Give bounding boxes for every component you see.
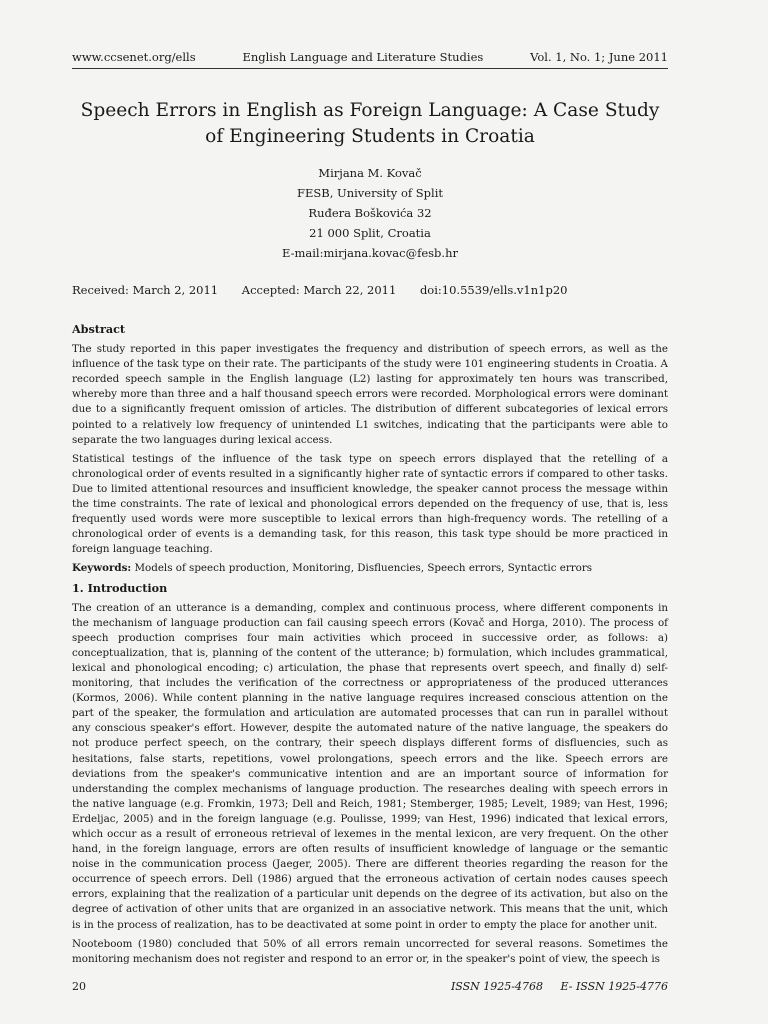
- journal-name: English Language and Literature Studies: [242, 50, 484, 64]
- issn: ISSN 1925-4768: [450, 980, 543, 993]
- author-city: 21 000 Split, Croatia: [309, 226, 431, 240]
- body-paragraph: The creation of an utterance is a demanding, complex and continuous process, where different components in the mechanism of language production can fail causing speech errors (Kovač and Horga, 2010). The process of speech production comprises four main activities which proceed in successive order, as follows: a) conceptualization, that is, planning of the content of the utterance; b) formulation, which includes grammatical, lexical and phonological encoding; c) articulation, the phase that represents overt speech, and finally d) self-monitoring, that includes the verification of the correctness or appropriateness of the produced utterances (Kormos, 2006). While content planning in the native language requires increased conscious attention on the part of the speaker, the formulation and articulation are automated processes that can run in parallel without any conscious speaker's effort. However, despite the automated nature of the native language, the speakers do not produce perfect speech, on the contrary, their speech displays different forms of disfluencies, such as hesitations, false starts, repetitions, vowel prolongations, speech errors and the like. Speech errors are deviations from the speaker's communicative intention and are an important source of information for understanding the complex mechanisms of language production. The researches dealing with speech errors in the native language (e.g. Fromkin, 1973; Dell and Reich, 1981; Stemberger, 1985; Levelt, 1989; van Hest, 1996; Erdeljac, 2005) and in the foreign language (e.g. Poulisse, 1999; van Hest, 1996) indicated that lexical errors, which occur as a result of erroneous retrieval of lexemes in the mental lexicon, are very frequent. On the other hand, in the foreign language, errors are often results of insufficient knowledge of language or the semantic noise in the communication process (Jaeger, 2005). There are different theories regarding the reason for the occurrence of speech errors. Dell (1986) argued that the erroneous activation of certain nodes causes speech errors, explaining that the realization of a particular unit depends on the degree of its activation, but also on the degree of activation of other units that are organized in an associative network. This means that the unit, which is in the process of realization, has to be deactivated at some point in order to empty the place for another unit.: [72, 601, 668, 931]
- page-number: 20: [72, 980, 86, 993]
- keywords-label: Keywords:: [72, 562, 132, 575]
- author-street: Ruđera Boškovića 32: [308, 206, 432, 220]
- keywords-text: Models of speech production, Monitoring, Disfluencies, Speech errors, Syntactic errors: [134, 562, 593, 575]
- received-date: Received: March 2, 2011: [72, 283, 219, 297]
- accepted-date: Accepted: March 22, 2011: [241, 283, 397, 297]
- paper-title: Speech Errors in English as Foreign Language: A Case Study of Engineering Students in Croatia: [80, 100, 660, 147]
- page-footer: [72, 980, 668, 993]
- paper-body: [72, 322, 668, 971]
- section-heading-introduction: 1. Introduction: [72, 580, 168, 595]
- running-header: [72, 50, 668, 69]
- abstract-paragraph: The study reported in this paper investigates the frequency and distribution of speech errors, as well as the influence of the task type on their rate. The participants of the study were 101 engineering students in Croatia. A recorded speech sample in the English language (L2) lasting for approximately ten hours was transcribed, whereby more than three and a half thousand speech errors were recorded. Morphological errors were dominant due to a significantly frequent omission of articles. The distribution of different subcategories of lexical errors pointed to a relatively low frequency of unintended L1 switches, indicating that the participants were able to separate the two languages during lexical access.: [72, 343, 668, 446]
- body-paragraph: Nooteboom (1980) concluded that 50% of all errors remain uncorrected for several reasons. Sometimes the monitoring mechanism does not register and respond to an error or, in the speaker's point of view, the speech is: [72, 937, 668, 965]
- doi[interactable]: doi:10.5539/ells.v1n1p20: [419, 283, 568, 297]
- author-email[interactable]: E-mail:mirjana.kovac@fesb.hr: [282, 246, 458, 260]
- keywords: [72, 561, 668, 576]
- author-block: [72, 163, 668, 263]
- abstract-heading: Abstract: [72, 322, 126, 336]
- publication-dates: [72, 283, 587, 297]
- author-affiliation: FESB, University of Split: [297, 186, 443, 200]
- abstract-paragraph: Statistical testings of the influence of the task type on speech errors displayed that the retelling of a chronological order of events resulted in a significantly higher rate of syntactic errors if compared to other tasks. Due to limited attentional resources and insufficient knowledge, the speaker cannot process the message within the time constraints. The rate of lexical and phonological errors depended on the frequency of use, that is, less frequently used words were more susceptible to lexical errors than high-frequency words. The retelling of a chronological order of events is a demanding task, for this reason, this task type should be more practiced in foreign language teaching.: [72, 452, 668, 556]
- volume-info: Vol. 1, No. 1; June 2011: [530, 50, 668, 64]
- issn-info: [451, 980, 668, 993]
- eissn: E- ISSN 1925-4776: [560, 980, 668, 993]
- author-name: Mirjana M. Kovač: [318, 166, 422, 180]
- journal-url[interactable]: www.ccsenet.org/ells: [72, 50, 196, 64]
